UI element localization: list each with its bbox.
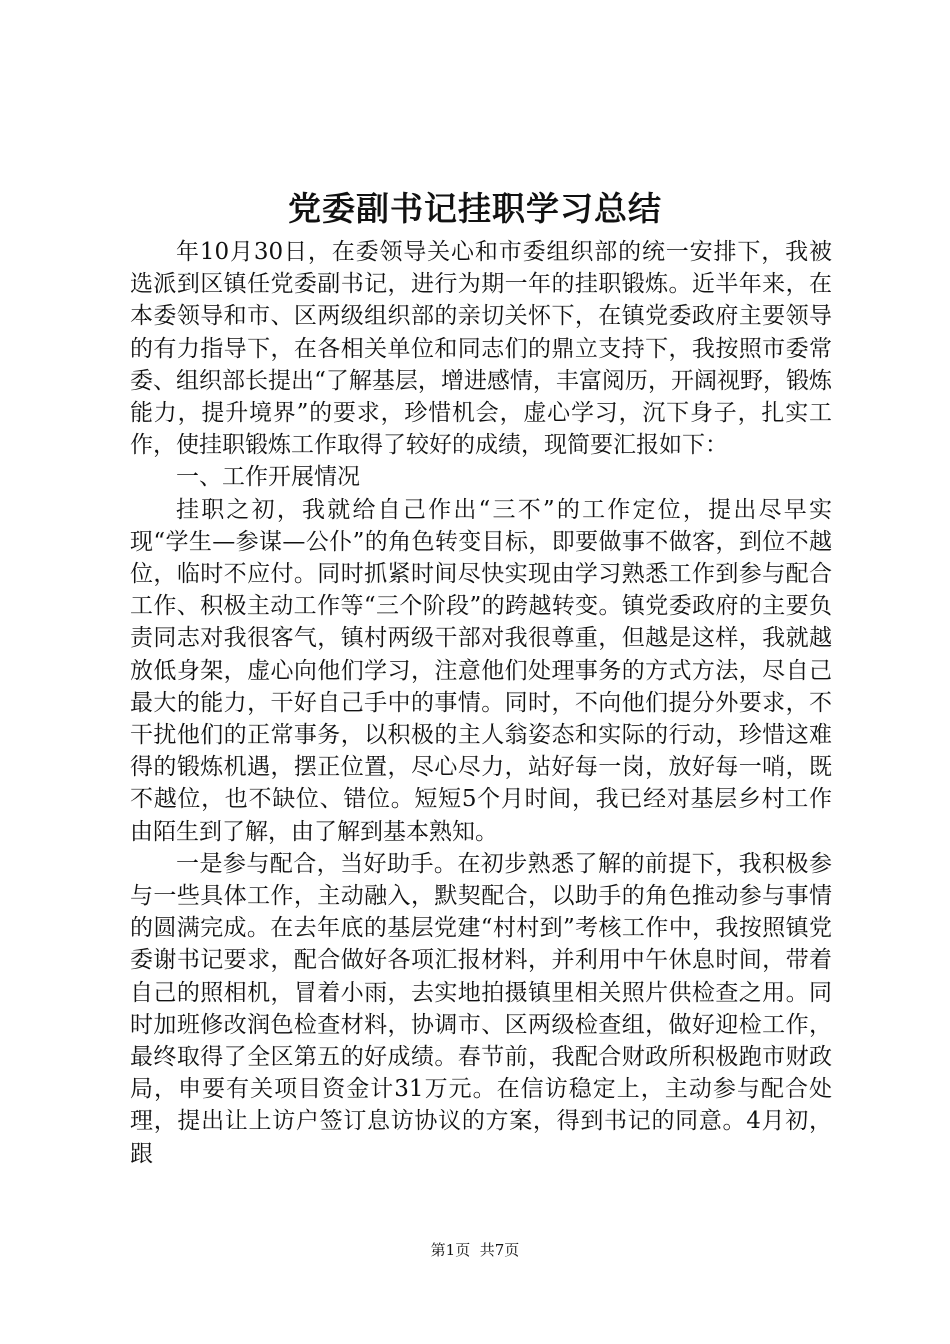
section-heading-work: 一、工作开展情况 [176,464,360,491]
document-body [130,236,832,1170]
page-number: 第1页 [430,1241,471,1259]
paragraph-intro: 年10月30日，在委领导关心和市委组织部的统一安排下，我被选派到区镇任党委副书记，进行为期一年的挂职锻炼。近半年来，在本委领导和市、区两级组织部的亲切关怀下，在镇党委政府主要领导的有力指导下，在各相关单位和同志们的鼎立支持下，我按照市委常委、组织部长提出“了解基层，增进感情，丰富阅历，开阔视野，锻炼能力，提升境界”的要求，珍惜机会，虚心学习，沉下身子，扎实工作，使挂职锻炼工作取得了较好的成绩，现简要汇报如下： [130,239,832,459]
page-footer [0,1240,950,1260]
paragraph-assist: 一是参与配合，当好助手。在初步熟悉了解的前提下，我积极参与一些具体工作，主动融入，默契配合，以助手的角色推动参与事情的圆满完成。在去年底的基层党建“村村到”考核工作中，我按照镇党委谢书记要求，配合做好各项汇报材料，并利用中午休息时间，带着自己的照相机，冒着小雨，去实地拍摄镇里相关照片供检查之用。同时加班修改润色检查材料，协调市、区两级检查组，做好迎检工作，最终取得了全区第五的好成绩。春节前，我配合财政所积极跑市财政局，申要有关项目资金计31万元。在信访稳定上，主动参与配合处理，提出让上访户签订息访协议的方案，得到书记的同意。4月初，跟 [130,850,832,1167]
paragraph-positioning: 挂职之初，我就给自己作出“三不”的工作定位，提出尽早实现“学生—参谋—公仆”的角色转变目标，即要做事不做客，到位不越位，临时不应付。同时抓紧时间尽快实现由学习熟悉工作到参与配合工作、积极主动工作等“三个阶段”的跨越转变。镇党委政府的主要负责同志对我很客气，镇村两级干部对我很尊重，但越是这样，我就越放低身架，虚心向他们学习，注意他们处理事务的方式方法，尽自己最大的能力，干好自己手中的事情。同时，不向他们提分外要求，不干扰他们的正常事务，以积极的主人翁姿态和实际的行动，珍惜这难得的锻炼机遇，摆正位置，尽心尽力，站好每一岗，放好每一哨，既不越位，也不缺位、错位。短短5个月时间，我已经对基层乡村工作由陌生到了解，由了解到基本熟知。 [130,496,832,845]
page-total: 共7页 [479,1241,520,1259]
document-title: 党委副书记挂职学习总结 [288,189,662,228]
